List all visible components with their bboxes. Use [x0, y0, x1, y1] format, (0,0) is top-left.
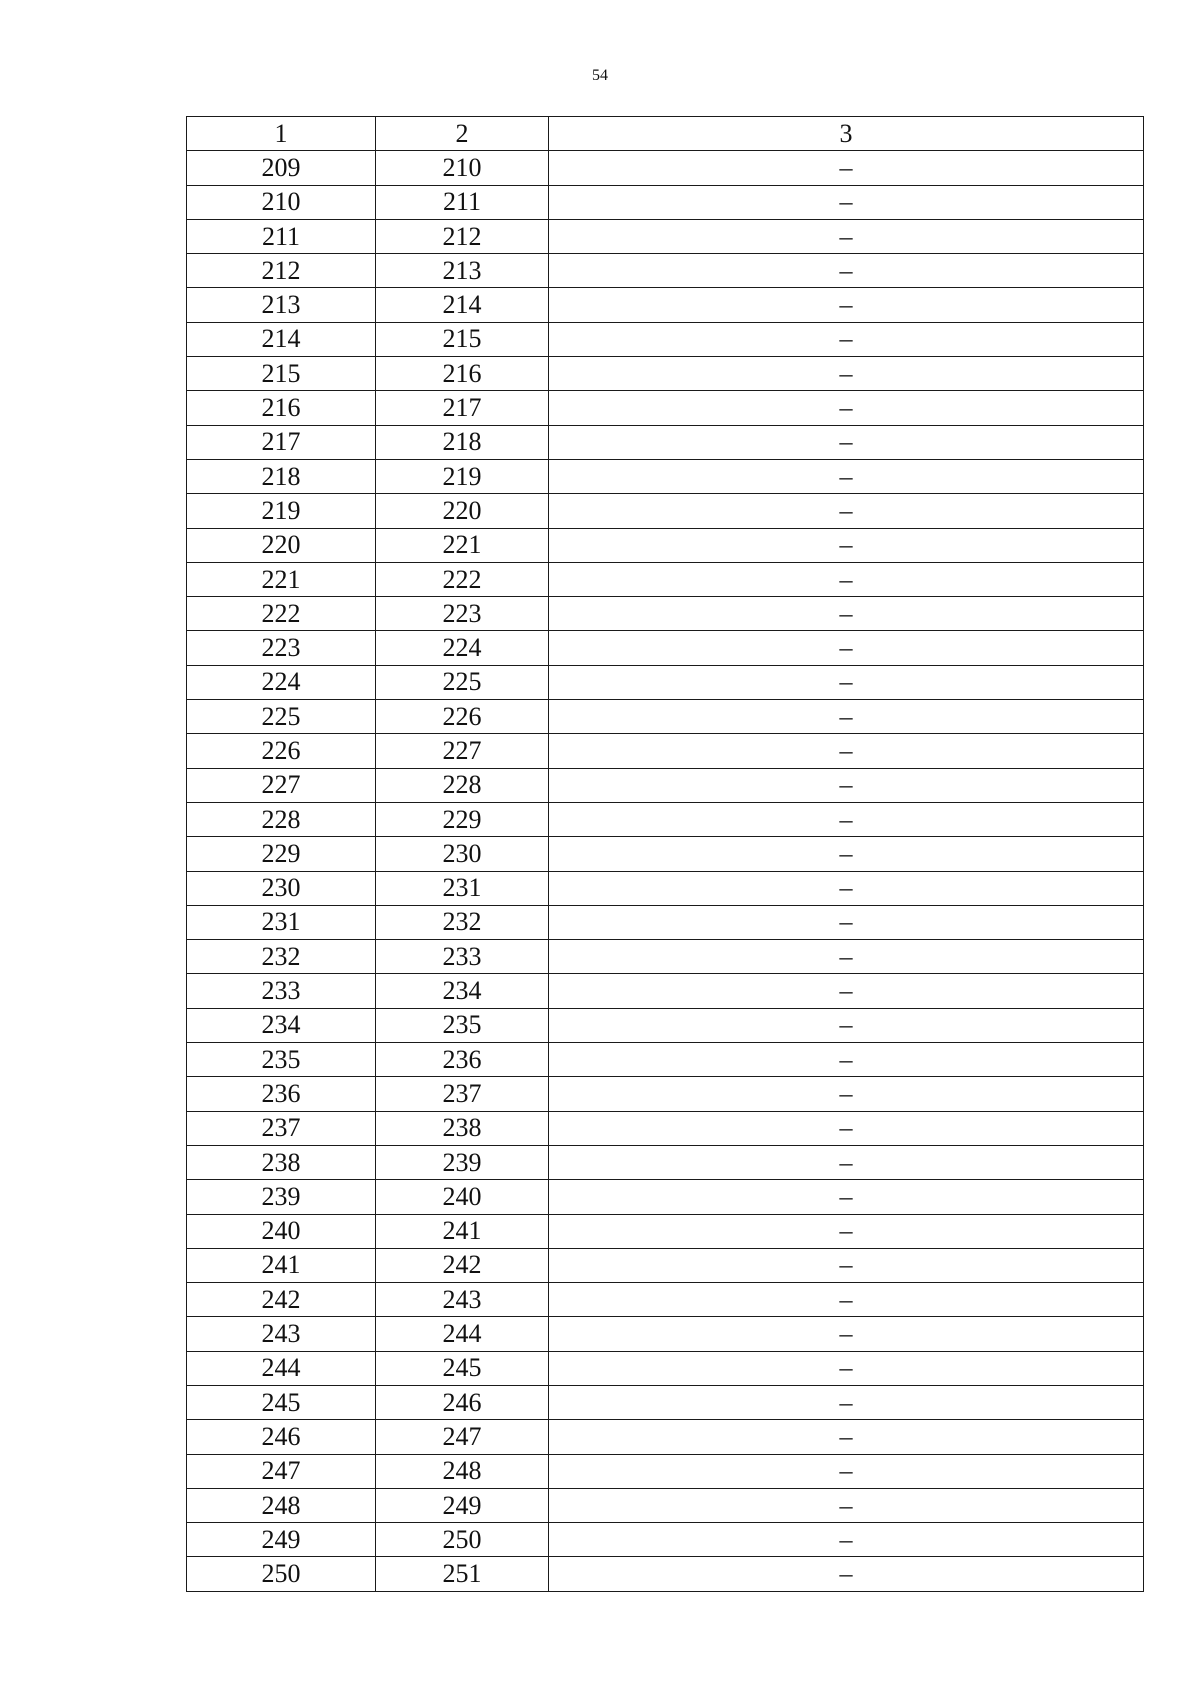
table-cell-col-1: 244 [187, 1351, 376, 1385]
table-row [187, 528, 1144, 562]
table-cell-col-3: – [549, 1385, 1144, 1419]
table-cell-col-1: 232 [187, 940, 376, 974]
table-row [187, 254, 1144, 288]
table-cell-col-3: – [549, 185, 1144, 219]
table-cell-col-2: 223 [376, 597, 549, 631]
table-row [187, 1351, 1144, 1385]
table-body [187, 117, 1144, 1592]
table-cell-col-2: 235 [376, 1008, 549, 1042]
table-cell-col-1: 224 [187, 665, 376, 699]
table-cell-col-2: 236 [376, 1043, 549, 1077]
table-cell-col-2: 242 [376, 1248, 549, 1282]
table-row [187, 1008, 1144, 1042]
table-cell-col-2: 234 [376, 974, 549, 1008]
table-row [187, 1077, 1144, 1111]
table-row [187, 1145, 1144, 1179]
table-row [187, 940, 1144, 974]
table-cell-col-3: – [549, 768, 1144, 802]
table-row [187, 151, 1144, 185]
table-cell-col-3: – [549, 1180, 1144, 1214]
table-row [187, 1214, 1144, 1248]
table-cell-col-1: 231 [187, 905, 376, 939]
table-cell-col-3: – [549, 1145, 1144, 1179]
table-row [187, 837, 1144, 871]
table-cell-col-3: – [549, 1283, 1144, 1317]
table-cell-col-2: 250 [376, 1523, 549, 1557]
table-cell-col-2: 240 [376, 1180, 549, 1214]
table-cell-col-2: 251 [376, 1557, 549, 1591]
table-cell-col-3: – [549, 391, 1144, 425]
table-row [187, 665, 1144, 699]
table-cell-col-3: – [549, 254, 1144, 288]
table-row [187, 185, 1144, 219]
table-cell-col-1: 241 [187, 1248, 376, 1282]
table-cell-col-2: 228 [376, 768, 549, 802]
table-cell-col-1: 228 [187, 802, 376, 836]
table-row [187, 1180, 1144, 1214]
table-cell-col-1: 246 [187, 1420, 376, 1454]
table-row [187, 1317, 1144, 1351]
table-row [187, 219, 1144, 253]
table-cell-col-1: 236 [187, 1077, 376, 1111]
table-cell-col-1: 240 [187, 1214, 376, 1248]
table-cell-col-1: 235 [187, 1043, 376, 1077]
table-cell-col-1: 237 [187, 1111, 376, 1145]
table-cell-col-1: 213 [187, 288, 376, 322]
table-cell-col-2: 244 [376, 1317, 549, 1351]
table-cell-col-3: – [549, 1214, 1144, 1248]
table-cell-col-3: – [549, 1557, 1144, 1591]
table-cell-col-2: 215 [376, 322, 549, 356]
table-row [187, 1283, 1144, 1317]
table-cell-col-1: 248 [187, 1488, 376, 1522]
table-row [187, 631, 1144, 665]
table-cell-col-1: 218 [187, 459, 376, 493]
table-cell-col-2: 212 [376, 219, 549, 253]
table-cell-col-1: 215 [187, 357, 376, 391]
table-cell-col-2: 246 [376, 1385, 549, 1419]
table-cell-col-3: – [549, 734, 1144, 768]
table-cell-col-1: 239 [187, 1180, 376, 1214]
table-cell-col-1: 230 [187, 871, 376, 905]
table-cell-col-3: – [549, 905, 1144, 939]
table-cell-col-2: 218 [376, 425, 549, 459]
table-cell-col-2: 227 [376, 734, 549, 768]
table-row [187, 1043, 1144, 1077]
table-cell-col-1: 247 [187, 1454, 376, 1488]
table-cell-col-3: – [549, 940, 1144, 974]
table-row [187, 597, 1144, 631]
table-row [187, 734, 1144, 768]
table-row [187, 871, 1144, 905]
table-cell-col-3: – [549, 425, 1144, 459]
table-row [187, 357, 1144, 391]
table-cell-col-3: – [549, 1043, 1144, 1077]
table-cell-col-3: – [549, 1454, 1144, 1488]
table-cell-col-3: – [549, 837, 1144, 871]
table-cell-col-2: 211 [376, 185, 549, 219]
table-row [187, 905, 1144, 939]
table-cell-col-1: 211 [187, 219, 376, 253]
table-row [187, 1523, 1144, 1557]
table-cell-col-1: 221 [187, 562, 376, 596]
table-cell-col-2: 220 [376, 494, 549, 528]
table-cell-col-1: 216 [187, 391, 376, 425]
table-row [187, 1420, 1144, 1454]
page-number: 54 [592, 67, 608, 84]
table-cell-col-1: 209 [187, 151, 376, 185]
table-cell-col-1: 249 [187, 1523, 376, 1557]
table-row [187, 1111, 1144, 1145]
table-cell-col-1: 227 [187, 768, 376, 802]
table-cell-col-1: 219 [187, 494, 376, 528]
table-row [187, 700, 1144, 734]
table-cell-col-3: – [549, 1077, 1144, 1111]
table-cell-col-2: 248 [376, 1454, 549, 1488]
header-cell-col-3: 3 [549, 117, 1144, 151]
table-cell-col-3: – [549, 151, 1144, 185]
table-cell-col-2: 219 [376, 459, 549, 493]
table-cell-col-3: – [549, 1488, 1144, 1522]
table-row [187, 768, 1144, 802]
table-cell-col-2: 245 [376, 1351, 549, 1385]
table-cell-col-1: 212 [187, 254, 376, 288]
table-cell-col-1: 229 [187, 837, 376, 871]
table-cell-col-1: 245 [187, 1385, 376, 1419]
table-row [187, 1488, 1144, 1522]
table-cell-col-1: 233 [187, 974, 376, 1008]
table-row [187, 1454, 1144, 1488]
table-cell-col-3: – [549, 597, 1144, 631]
table-cell-col-2: 243 [376, 1283, 549, 1317]
table-cell-col-1: 238 [187, 1145, 376, 1179]
table-cell-col-1: 222 [187, 597, 376, 631]
table-cell-col-3: – [549, 631, 1144, 665]
table-cell-col-3: – [549, 1523, 1144, 1557]
table-cell-col-3: – [549, 802, 1144, 836]
table-cell-col-2: 230 [376, 837, 549, 871]
table-cell-col-2: 216 [376, 357, 549, 391]
table-cell-col-3: – [549, 357, 1144, 391]
table-cell-col-2: 247 [376, 1420, 549, 1454]
table-row [187, 562, 1144, 596]
table-cell-col-2: 210 [376, 151, 549, 185]
table-row [187, 1557, 1144, 1591]
table-cell-col-2: 225 [376, 665, 549, 699]
table-row [187, 288, 1144, 322]
table-cell-col-2: 217 [376, 391, 549, 425]
table-cell-col-1: 217 [187, 425, 376, 459]
table-cell-col-1: 214 [187, 322, 376, 356]
table-cell-col-2: 226 [376, 700, 549, 734]
table-cell-col-3: – [549, 459, 1144, 493]
table-cell-col-2: 249 [376, 1488, 549, 1522]
table-cell-col-2: 229 [376, 802, 549, 836]
table-cell-col-1: 242 [187, 1283, 376, 1317]
table-cell-col-2: 232 [376, 905, 549, 939]
table-cell-col-3: – [549, 1351, 1144, 1385]
table-cell-col-1: 225 [187, 700, 376, 734]
table-cell-col-3: – [549, 1248, 1144, 1282]
table-header-row [187, 117, 1144, 151]
table-cell-col-2: 213 [376, 254, 549, 288]
table-cell-col-3: – [549, 288, 1144, 322]
table-cell-col-1: 223 [187, 631, 376, 665]
table-row [187, 974, 1144, 1008]
header-cell-col-1: 1 [187, 117, 376, 151]
table-row [187, 1385, 1144, 1419]
table-row [187, 425, 1144, 459]
table-cell-col-1: 210 [187, 185, 376, 219]
table-cell-col-3: – [549, 1008, 1144, 1042]
table-cell-col-2: 224 [376, 631, 549, 665]
table-cell-col-3: – [549, 1317, 1144, 1351]
header-cell-col-2: 2 [376, 117, 549, 151]
table-cell-col-1: 220 [187, 528, 376, 562]
table-row [187, 459, 1144, 493]
table-cell-col-3: – [549, 562, 1144, 596]
table-cell-col-2: 233 [376, 940, 549, 974]
table-cell-col-3: – [549, 494, 1144, 528]
table-cell-col-2: 214 [376, 288, 549, 322]
table-cell-col-2: 231 [376, 871, 549, 905]
table-cell-col-1: 243 [187, 1317, 376, 1351]
table-row [187, 802, 1144, 836]
table-cell-col-3: – [549, 700, 1144, 734]
table-cell-col-1: 250 [187, 1557, 376, 1591]
data-table [186, 116, 1144, 1592]
table-cell-col-2: 241 [376, 1214, 549, 1248]
table-row [187, 494, 1144, 528]
table-cell-col-3: – [549, 322, 1144, 356]
table-cell-col-2: 222 [376, 562, 549, 596]
table-cell-col-2: 238 [376, 1111, 549, 1145]
table-cell-col-1: 226 [187, 734, 376, 768]
table-cell-col-2: 221 [376, 528, 549, 562]
table-cell-col-2: 239 [376, 1145, 549, 1179]
table-cell-col-3: – [549, 528, 1144, 562]
table-cell-col-3: – [549, 974, 1144, 1008]
table-row [187, 1248, 1144, 1282]
table-cell-col-2: 237 [376, 1077, 549, 1111]
table-cell-col-3: – [549, 1420, 1144, 1454]
table-row [187, 391, 1144, 425]
table-cell-col-3: – [549, 1111, 1144, 1145]
table-cell-col-3: – [549, 219, 1144, 253]
table-cell-col-1: 234 [187, 1008, 376, 1042]
table-row [187, 322, 1144, 356]
table-cell-col-3: – [549, 665, 1144, 699]
table-cell-col-3: – [549, 871, 1144, 905]
